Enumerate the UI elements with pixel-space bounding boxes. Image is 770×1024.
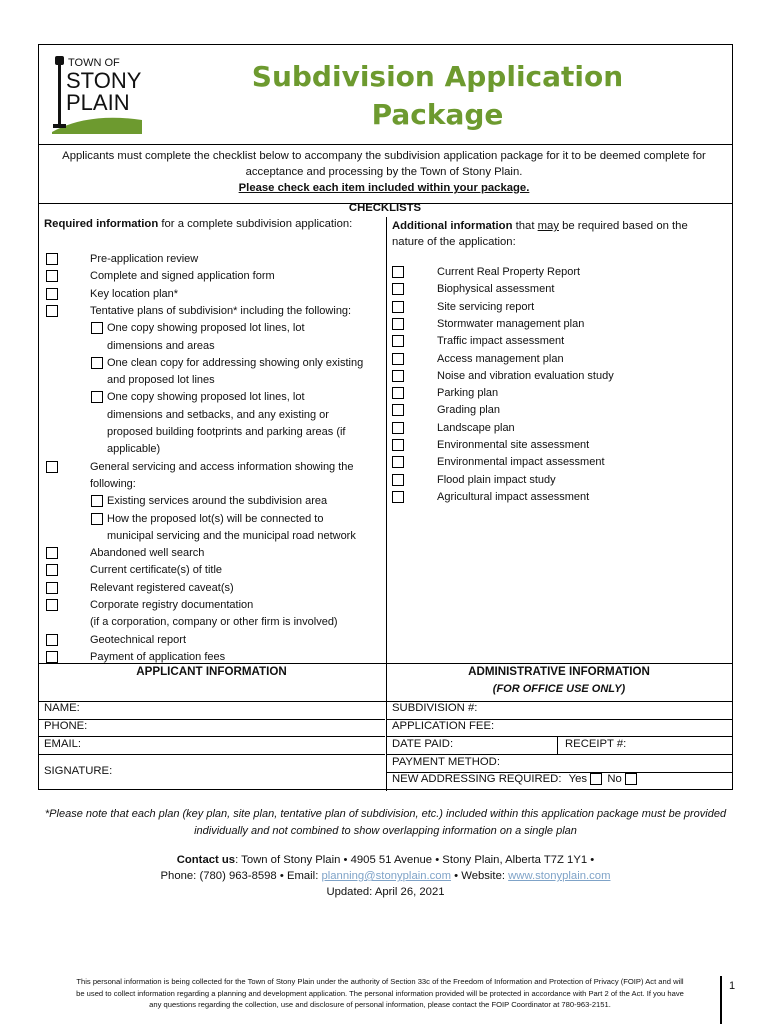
rule: [39, 719, 385, 720]
additional-checkbox[interactable]: [392, 266, 404, 278]
no-label: No: [607, 773, 622, 785]
additional-checkbox[interactable]: [392, 283, 404, 295]
required-item-label: and proposed lot lines: [107, 374, 215, 387]
required-item-label: General servicing and access information showing the: [90, 460, 354, 473]
rule: [39, 144, 732, 145]
rule: [386, 736, 732, 737]
name-field[interactable]: NAME:: [44, 702, 80, 714]
required-checkbox[interactable]: [46, 288, 58, 300]
additional-checkbox[interactable]: [392, 404, 404, 416]
sub-item-checkbox[interactable]: [91, 357, 103, 369]
required-checkbox[interactable]: [46, 461, 58, 473]
additional-mid: that: [512, 220, 538, 232]
no-checkbox[interactable]: [625, 773, 637, 785]
yes-checkbox[interactable]: [590, 773, 602, 785]
additional-item-label: Flood plain impact study: [437, 473, 556, 486]
intro-line2: acceptance and processing by the Town of Stony Plain.: [245, 166, 523, 178]
required-item-label: Corporate registry documentation: [90, 599, 254, 611]
required-item-label: proposed building footprints and parking areas (if: [107, 426, 346, 438]
footer-line3: any questions regarding the collection, use and disclosure of personal information, please contact the FOIP Coordinator at 780-963-2151.: [149, 1000, 611, 1009]
required-checkbox[interactable]: [46, 582, 58, 594]
signature-field[interactable]: SIGNATURE:: [44, 765, 113, 777]
required-checkbox[interactable]: [46, 547, 58, 559]
contact-phone: Phone: (780) 963-8598 • Email:: [160, 870, 322, 882]
required-item-label: Complete and signed application form: [90, 270, 275, 283]
logo-line2: PLAIN: [66, 90, 130, 115]
intro-instruction: Please check each item included within your package.: [238, 182, 530, 194]
additional-item-label: Access management plan: [437, 352, 564, 365]
additional-item-label: Environmental impact assessment: [437, 456, 605, 469]
sub-item-checkbox[interactable]: [91, 513, 103, 525]
required-item-label: municipal servicing and the municipal road network: [107, 529, 356, 542]
checklists-heading: CHECKLISTS: [348, 202, 422, 214]
additional-checkbox[interactable]: [392, 301, 404, 313]
applicant-heading: APPLICANT INFORMATION: [136, 665, 287, 678]
required-checkbox[interactable]: [46, 564, 58, 576]
intro-text: [44, 148, 724, 196]
required-item-label: Geotechnical report: [90, 633, 186, 646]
required-item-label: Current certificate(s) of title: [90, 564, 223, 577]
application-fee-field[interactable]: APPLICATION FEE:: [392, 720, 495, 732]
required-item-label: following:: [90, 477, 136, 490]
required-item-label: (if a corporation, company or other firm is involved): [90, 616, 338, 629]
required-item-label: Tentative plans of subdivision* including the following:: [90, 304, 352, 317]
note-line1: *Please note that each plan (key plan, site plan, tentative plan of subdivision, etc.) included within this application package must be provided: [44, 808, 727, 820]
column-divider: [386, 217, 387, 663]
required-item-label: One copy showing proposed lot lines, lot: [107, 322, 305, 335]
plan-note: [38, 806, 733, 840]
required-checkbox[interactable]: [46, 651, 58, 663]
new-addressing-label: NEW ADDRESSING REQUIRED:: [392, 773, 562, 785]
title-line2: Package: [371, 98, 504, 131]
required-checkbox[interactable]: [46, 253, 58, 265]
required-item-label: Key location plan*: [90, 287, 179, 300]
email-link[interactable]: planning@stonyplain.com: [321, 870, 452, 882]
subdivision-number-field[interactable]: SUBDIVISION #:: [392, 702, 478, 714]
page-title: [230, 58, 645, 134]
rule: [39, 754, 385, 755]
required-item-label: Relevant registered caveat(s): [90, 581, 234, 594]
contact-label: Contact us: [176, 854, 236, 866]
additional-bold: Additional information: [392, 220, 513, 232]
required-checkbox[interactable]: [46, 305, 58, 317]
rule: [386, 754, 732, 755]
required-item-label: One copy showing proposed lot lines, lot: [107, 391, 305, 404]
additional-checkbox[interactable]: [392, 387, 404, 399]
rule: [39, 736, 385, 737]
required-bold: Required information: [44, 218, 159, 230]
additional-item-label: Environmental site assessment: [437, 439, 590, 451]
email-field[interactable]: EMAIL:: [44, 738, 82, 750]
additional-item-label: Agricultural impact assessment: [437, 490, 590, 503]
additional-item-label: Parking plan: [437, 387, 499, 400]
updated-date: Updated: April 26, 2021: [326, 886, 445, 898]
required-checkbox[interactable]: [46, 270, 58, 282]
payment-method-field[interactable]: PAYMENT METHOD:: [392, 756, 500, 768]
required-item-label: How the proposed lot(s) will be connected to: [107, 512, 324, 525]
additional-checkbox[interactable]: [392, 335, 404, 347]
additional-item-label: Grading plan: [437, 404, 500, 417]
town-logo: [48, 52, 148, 137]
required-checkbox[interactable]: [46, 599, 58, 611]
required-heading: [44, 218, 352, 230]
logo-top-text: TOWN OF: [68, 57, 120, 69]
contact-address: : Town of Stony Plain • 4905 51 Avenue • Stony Plain, Alberta T7Z 1Y1 •: [235, 854, 595, 866]
page-number: 1: [720, 976, 742, 1024]
additional-checkbox[interactable]: [392, 422, 404, 434]
additional-checkbox[interactable]: [392, 491, 404, 503]
additional-heading: [392, 218, 722, 250]
admin-heading: ADMINISTRATIVE INFORMATION: [468, 665, 650, 678]
additional-checkbox[interactable]: [392, 456, 404, 468]
required-item-label: Pre-application review: [90, 253, 199, 265]
footer-line1: This personal information is being collected for the Town of Stony Plain under the authority of Section 33c of the Freedom of Information and Protection of Privacy (FOIP) Act and will: [76, 977, 684, 986]
cell-divider: [557, 736, 558, 754]
website-link[interactable]: www.stonyplain.com: [508, 870, 611, 882]
additional-item-label: Biophysical assessment: [437, 283, 555, 296]
required-rest: for a complete subdivision application:: [158, 218, 353, 230]
additional-item-label: Landscape plan: [437, 421, 515, 434]
note-line2: individually and not combined to show overlapping information on a single plan: [194, 825, 577, 837]
additional-item-label: Current Real Property Report: [437, 266, 581, 278]
additional-item-label: Traffic impact assessment: [437, 335, 565, 348]
additional-rest: be required based on the nature of the application:: [392, 220, 688, 248]
logo-line1: STONY: [66, 68, 142, 93]
new-addressing-row: [392, 773, 637, 785]
additional-checkbox[interactable]: [392, 318, 404, 330]
receipt-field[interactable]: RECEIPT #:: [565, 738, 627, 750]
phone-field[interactable]: PHONE:: [44, 720, 88, 732]
additional-checkbox[interactable]: [392, 370, 404, 382]
required-item-label: One clean copy for addressing showing only existing: [107, 356, 364, 369]
additional-may: may: [537, 220, 559, 232]
required-item-label: Existing services around the subdivision area: [107, 495, 328, 508]
yes-label: Yes: [568, 773, 588, 785]
sub-item-checkbox[interactable]: [91, 495, 103, 507]
additional-item-label: Site servicing report: [437, 300, 535, 313]
additional-checkbox[interactable]: [392, 439, 404, 451]
date-paid-field[interactable]: DATE PAID:: [392, 738, 454, 750]
intro-line1: Applicants must complete the checklist below to accompany the subdivision application package for it to be deemed complete for: [62, 150, 706, 162]
required-item-label: applicable): [107, 443, 161, 456]
sub-item-checkbox[interactable]: [91, 391, 103, 403]
additional-item-label: Stormwater management plan: [437, 317, 585, 330]
required-item-label: Payment of application fees: [90, 650, 226, 663]
additional-checkbox[interactable]: [392, 353, 404, 365]
contact-block: [38, 852, 733, 900]
foip-footer: [46, 976, 714, 1011]
footer-line2: be used to collect information regarding a planning and development application. The personal information provided will be protected in accordance with Part 2 of the Act. If you have: [76, 988, 684, 998]
required-item-label: dimensions and areas: [107, 339, 215, 352]
additional-item-label: Noise and vibration evaluation study: [437, 369, 614, 382]
admin-subheading: (FOR OFFICE USE ONLY): [492, 683, 626, 695]
website-prefix: • Website:: [451, 870, 509, 882]
required-item-label: dimensions and setbacks, and any existing or: [107, 408, 329, 421]
required-checkbox[interactable]: [46, 634, 58, 646]
additional-checkbox[interactable]: [392, 474, 404, 486]
title-line1: Subdivision Application: [251, 60, 624, 93]
required-item-label: Abandoned well search: [90, 547, 205, 560]
sub-item-checkbox[interactable]: [91, 322, 103, 334]
